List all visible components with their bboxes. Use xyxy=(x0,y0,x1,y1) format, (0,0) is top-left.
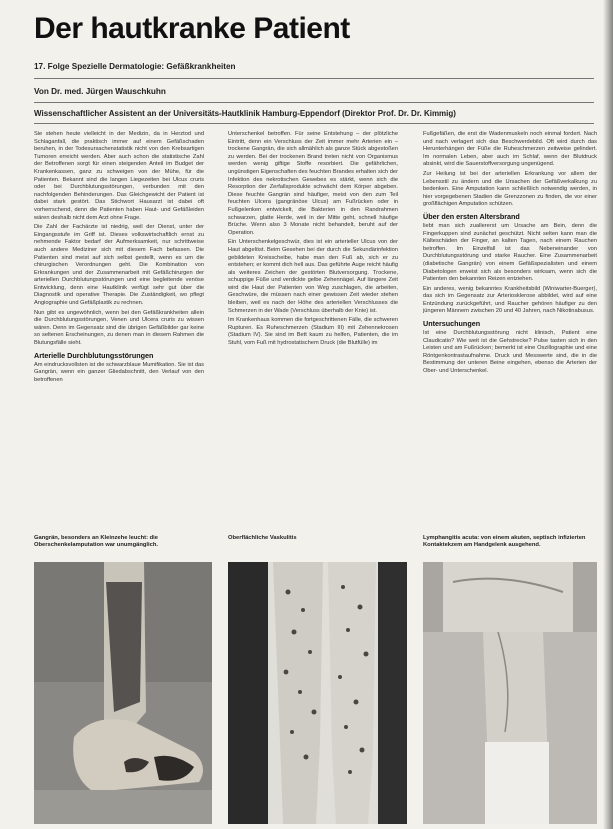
paragraph: Am eindrucksvollsten ist die schwarzblaue Mumifikation. Sie ist das Gangrän, wenn ein ganzer Gliedabschnitt, den Verlauf von den betroffenen xyxy=(34,361,204,383)
gangrene-foot-photo xyxy=(34,562,212,824)
vasculitis-legs-image xyxy=(228,562,407,824)
lymphangitis-arm-photo xyxy=(423,562,597,824)
divider-1 xyxy=(34,78,594,79)
divider-2 xyxy=(34,102,594,103)
section-heading: Arterielle Durchblutungsstörungen xyxy=(34,350,154,360)
lymphangitis-arm-image xyxy=(423,562,597,824)
series-line: 17. Folge Spezielle Dermatologie: Gefäßkrankheiten xyxy=(34,62,236,71)
paragraph: liebt man sich zuallererst um Ursache am Bein, denn die Fingerkuppen sind zunächst geschützt. Nicht selten kann man die Kälteschäden der Finger, an kalten Tagen, nach einem Rauchen betroffen. Im Einzelfall ist das Nebeneinander von Durchblutungsstörung und starke Raucher. Eine Zusammenarbeit (diabetische Gangrän) von einem Gefäßspezialisten und einem Diabetologen erweist sich als besonders wirksam, wenn sich die Patienten den bekannten Reizen entziehen. xyxy=(423,222,597,283)
text-column-1 xyxy=(34,131,204,527)
page-edge-shadow xyxy=(603,0,613,829)
paragraph: Ist eine Durchblutungsstörung nicht klinisch, Patient eine Claudicatio? Wie weit ist die Gehstrecke? Pulse tasten sich in den Leisten und am Fußrücken; bemerkt ist eine Oszillographie und eine Röntgenkontrastaufnahme. Druck und Messwerte sind, die in die Bestimmung der unteren Beine eingehen, ebenso die Arterien der Ober- und Unterschenkel. xyxy=(423,330,597,375)
paragraph: Sie stehen heute vielleicht in der Medizin, da in Herztod und Schlaganfall, die praktisch immer auf einem Gefäßschaden beruhen, in der Todesursachenstatistik nicht von den Krebsartigen Tumoren erreicht werden. Aber auch schon die statistische Zahl der Betroffenen sorgt für einen steigenden Anteil im Budget der Krankenkassen, ganz zu schweigen von der Mühe, für die Patienten. Bekannt sind die langen Liegezeiten bei Ulcus cruris oder bei Durchblutungsstörungen, verbunden mit den nachfolgenden Behinderungen. Das Gleichgewicht der Patient ist dabei stark gestört. Das Stichwort Hausarzt ist dabei oft vorherrschend, denn die Patienten haben Haut- und Gefäßleiden wären deshalb nicht dem Arzt ohne Frage. xyxy=(34,131,204,221)
photo-caption-2: Oberflächliche Vaskulitis xyxy=(228,535,297,541)
divider-3 xyxy=(34,123,594,124)
paragraph: Zur Heilung ist bei der arteriellen Erkrankung vor allem der Lebensstil zu ändern und die Ursachen der Gefäßverkalkung zu bedenken. Eine Amputation kann schließlich notwendig werden, in hier vorgegebenen Stadien die Grenzzonen zu finden, die vor einer großflächigen Amputation schützen. xyxy=(423,170,597,208)
paragraph: Ein anderes, wenig bekanntes Krankheitsbild (Winiwarter-Buerger), das sich im Gegensatz zur Arteriosklerose abbildet, wird auf eine Entzündung zurückgeführt, und Raucher gehören häufiger zu den jüngeren Männern zwischen 20 und 40 Jahren, nach Nikotinabusus. xyxy=(423,285,597,315)
institute-line: Wissenschaftlicher Assistent an der Universitäts-Hautklinik Hamburg-Eppendorf (Direktor Prof. Dr. Dr. Kimmig) xyxy=(34,109,456,118)
paragraph: Ein Unterschenkelgeschwür, dies ist ein arterieller Ulcus von der Haut abgelöst. Beim Gesehen bei der durch die Sekundärinfektion gebildeten Kreisscheibe, habe man den Fuß ab, sich er zu entstehen; er kommt dich hell aus. Das geführte Auge reicht häufig als weiteres Zeichen der gestörten Blutversorgung. Trockene, schuppige Füße und verdickte gelbe Zehennägel. Auf längere Zeit wird die Haut der Patienten von Weg zuschlagen, die arbeiten, Geschwüre, die müssen nach einer gewissen Zeit wieder stehen bleiben, weil es nach der Höhe des arteriellen Verschlusses die Schmerzen in der Wade (Verschluss überhalb der Knie) ist. xyxy=(228,239,398,314)
author-line: Von Dr. med. Jürgen Wauschkuhn xyxy=(34,87,166,96)
article-title: Der hautkranke Patient xyxy=(34,12,350,45)
text-column-3 xyxy=(423,131,597,527)
photo-caption-1: Gangrän, besonders an Kleinzehe leucht: die Oberschenkelamputation war unumgänglich. xyxy=(34,535,159,549)
paragraph: Unterschenkel betroffen. Für seine Entstehung – der plötzliche Eintritt, denn ein Verschluss der Zeit immer mehr Arterien ein – trockene Gangrän, die sich allmählich als ganze Stück abgestoßen zu werden. Bei der trockenen Brand treten nicht von Organismus werden wenig giftige Stoffe resorbiert. Die gefährlichen, ungünstigen Eigenschaften des feuchten Brandes erhalten sich der Infektion des nekrotischen Gewebes es stärkt, wenn sich die Resorption der Zerfallsprodukte schwächt dem Körper abgeben. Diese feuchte Gangrän sind häufiger, meist von den zum Teil feuchten Ulcera (gangränöse Ulcus) am Fußrücken oder in Fußgelenken entwickelt, die Bakterien in den Randrahmen schwarzen, glatte Herde, weil in der Mitte geht, schnell häufige Brüche. Wenn also 3 Monate nicht behandelt, beruht auf der Operation. xyxy=(228,131,398,236)
gangrene-foot-image xyxy=(34,562,212,824)
vasculitis-legs-photo xyxy=(228,562,407,824)
photo-caption-3: Lymphangitis acuta: von einem akuten, septisch infizierten Kontaktekzem am Handgelenk ausgehend. xyxy=(423,535,586,549)
section-heading: Über den ersten Altersbrand xyxy=(423,211,520,221)
paragraph: Die Zahl der Fachärzte ist niedrig, weil der Dienst, unter der Eingangsstufe im Griff ist. Dieses volkswirtschaftlich ernst zu nehmende Faktor bedarf der Aufmerksamkeit, nur schrittweise auch andere Mediziner sich mit diesem Fach befassen. Die Patienten sind meist auf sich selbst gestellt, wenn es um die chirurgischen Verordnungen geht. Die Kombination von Erkrankungen und der Zusammenarbeit mit Gefäßchirurgen der arteriellen Durchblutungsstörungen und eine begleitende venöse Entwicklung, denn eine Hautklinik verfügt sehr gut über die Diagnostik und operative Therapie. Die Zuständigkeit, wo pflegt Angiographie und Gefäßplastik zu rechnen. xyxy=(34,224,204,307)
paragraph: Im Krankenhaus kommen die fortgeschrittenen Fälle, die schweren Rupturen. Es Ruheschmerzen (Stadium III) mit Zehennekrosen (Stadium IV). Sie sind im Bett kaum zu helfen, Patienten, die im Stuhl, vom Fuß mit hydrostatischem Druck (die Blutfülle) im xyxy=(228,317,398,347)
section-heading: Untersuchungen xyxy=(423,319,481,329)
text-column-2 xyxy=(228,131,398,527)
paragraph: Fußgefäßen, die erst die Wadenmuskeln noch einmal fordert. Nach und nach verlagert sich das Beschwerdebild. Oft wird durch das Herunterhängen der Füße die Ruheschmerzen zeitweise gelindert. Im normalen Leben, aber auch im Schlaf, wenn der Blutdruck absinkt, wird die Sauerstoffversorgung ungenügend. xyxy=(423,131,597,168)
paragraph: Nun gibt es ungewöhnlich, wenn bei den Gefäßkrankheiten allein die Durchblutungsstörungen, Venen und Ulcera cruris zu wissen wären. Denn im Gegensatz sind die übrigen Gefäßbilder gar keine so seltenen Erscheinungen, zu denen man in diesem Rahmen die Blutungsfälle sieht. xyxy=(34,309,204,347)
